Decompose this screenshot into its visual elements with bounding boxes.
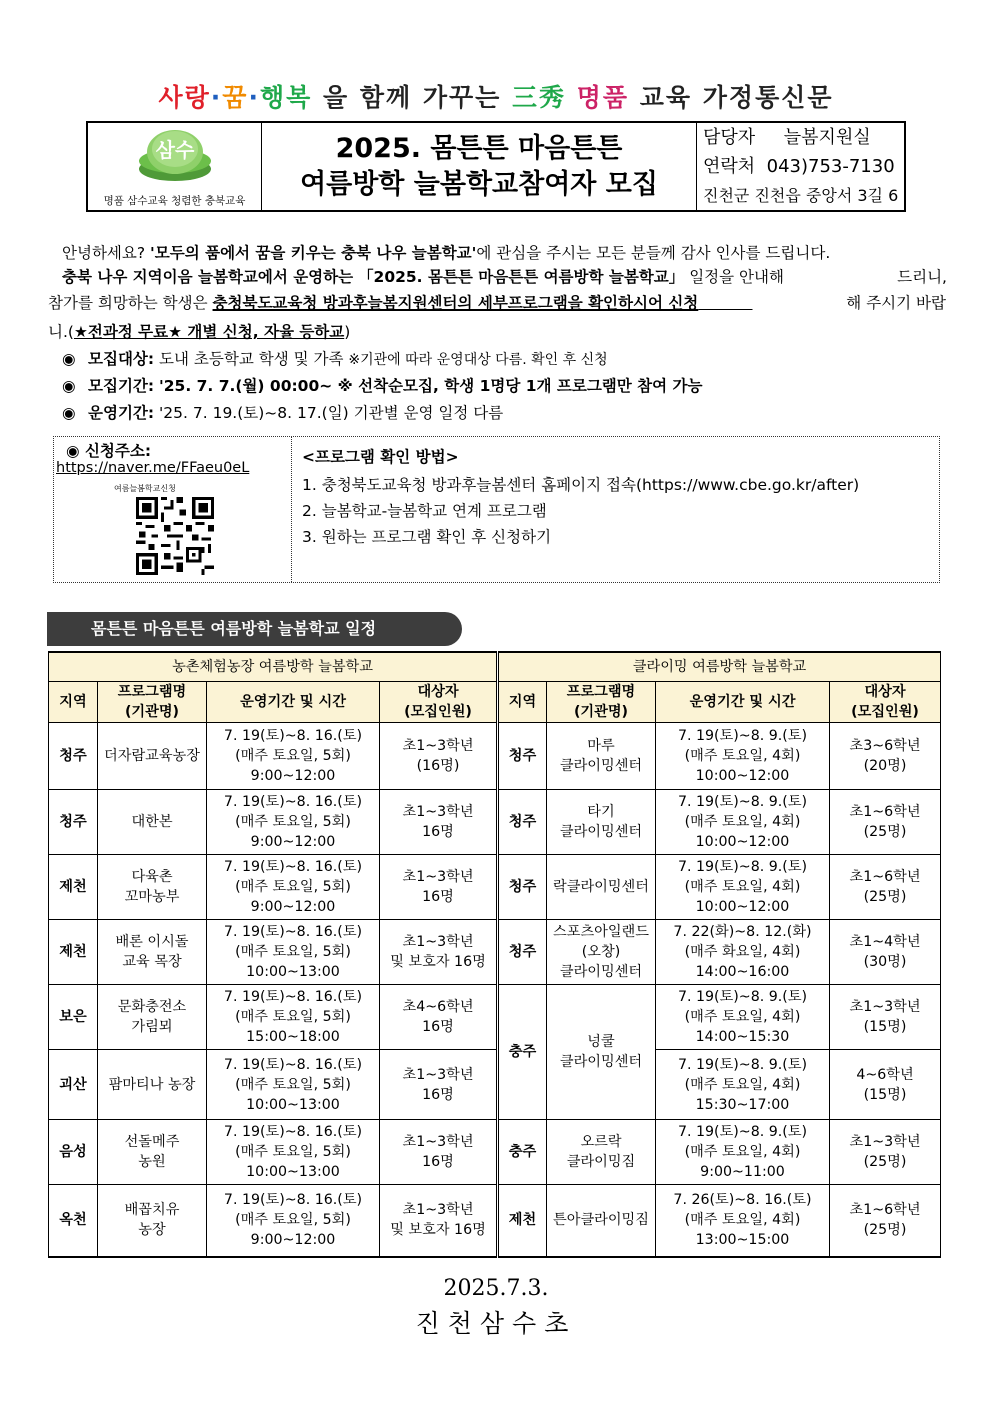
- apply-box: [53, 436, 940, 583]
- svg-text:삼수: 삼수: [155, 138, 195, 162]
- program-cell: 다육촌 꼬마농부: [98, 855, 207, 920]
- col-program: 프로그램명 (기관명): [98, 682, 207, 723]
- contact-address: 진천군 진천읍 중앙서 3길 6: [703, 186, 899, 205]
- target-cell: 초1~3학년 16명: [380, 855, 497, 920]
- target-cell: 초1~3학년 16명: [380, 1120, 497, 1185]
- bullet-icon: ◉: [62, 350, 76, 368]
- climb-header-row: [499, 682, 941, 723]
- program-cell: 마루 클라이밍센터: [547, 723, 656, 790]
- program-cell: 락클라이밍센터: [547, 855, 656, 920]
- bullet-operation: ◉ 운영기간: '25. 7. 19.(토)~8. 17.(일) 기관별 운영 일정 다름: [62, 404, 504, 422]
- slogan-happy: 행복: [259, 83, 313, 112]
- method-step-3: 3. 원하는 프로그램 확인 후 신청하기: [302, 528, 552, 546]
- period-cell: 7. 19(토)~8. 16.(토) (매주 토요일, 5회) 10:00~13:00: [207, 920, 380, 985]
- program-cell: 선돌메주 농원: [98, 1120, 207, 1185]
- program-cell: 대한본: [98, 790, 207, 855]
- target-cell: 초1~4학년 (30명): [830, 920, 941, 985]
- col-period: 운영기간 및 시간: [656, 682, 830, 723]
- region-cell: 청주: [499, 920, 547, 985]
- program-cell: 배론 이시돌 교육 목장: [98, 920, 207, 985]
- farm-rows: [49, 723, 497, 1257]
- program-cell: 스포츠아일랜드 (오창) 클라이밍센터: [547, 920, 656, 985]
- period-cell: 7. 19(토)~8. 16.(토) (매주 토요일, 5회) 15:00~18:00: [207, 985, 380, 1050]
- table-row: [499, 1185, 941, 1257]
- contact-phone: 연락처 043)753-7130: [703, 156, 895, 177]
- period-cell: 7. 19(토)~8. 9.(토) (매주 토요일, 4회) 14:00~15:30: [656, 985, 830, 1050]
- bullet-period: ◉ 모집기간: '25. 7. 7.(월) 00:00~ ※ 선착순모집, 학생 1명당 1개 프로그램만 참여 가능: [62, 377, 703, 395]
- slogan-dream: 꿈: [222, 83, 249, 112]
- target-cell: 초4~6학년 16명: [380, 985, 497, 1050]
- region-cell: 보은: [49, 985, 98, 1050]
- program-cell: 배꼽치유 농장: [98, 1185, 207, 1257]
- period-cell: 7. 19(토)~8. 16.(토) (매주 토요일, 5회) 10:00~13:00: [207, 1050, 380, 1120]
- col-period: 운영기간 및 시간: [207, 682, 380, 723]
- region-cell: 제천: [499, 1185, 547, 1257]
- slogan-end: 교육 가정통신문: [639, 83, 834, 112]
- program-cell: 넝쿨 클라이밍센터: [547, 985, 656, 1120]
- bullet-icon: ◉: [62, 404, 76, 422]
- slogan-sep: ·: [210, 83, 223, 112]
- region-cell: 청주: [499, 855, 547, 920]
- program-cell: 팜마티나 농장: [98, 1050, 207, 1120]
- period-cell: 7. 19(토)~8. 16.(토) (매주 토요일, 5회) 9:00~12:00: [207, 790, 380, 855]
- region-cell: 충주: [499, 1120, 547, 1185]
- table-row: [49, 855, 497, 920]
- slogan-samsu: 三秀: [512, 83, 567, 112]
- period-cell: 7. 19(토)~8. 9.(토) (매주 토요일, 4회) 15:30~17:00: [656, 1050, 830, 1120]
- table-row: [499, 1120, 941, 1185]
- target-cell: 초1~6학년 (25명): [830, 790, 941, 855]
- table-row: [49, 1185, 497, 1257]
- target-cell: 초1~3학년 및 보호자 16명: [380, 1185, 497, 1257]
- program-cell: 타기 클라이밍센터: [547, 790, 656, 855]
- school-logo-icon: [132, 125, 218, 187]
- farm-header-row: [49, 682, 497, 723]
- slogan-sep: ·: [248, 83, 260, 112]
- table-row: [49, 985, 497, 1050]
- intro-line3: 참가를 희망하는 학생은 충청북도교육청 방과후늘봄지원센터의 세부프로그램을 확인하시어 신청 해 주시기 바랍: [48, 294, 946, 312]
- period-cell: 7. 26(토)~8. 16.(토) (매주 토요일, 4회) 13:00~15:00: [656, 1185, 830, 1257]
- target-cell: 초3~6학년 (20명): [830, 723, 941, 790]
- col-target: 대상자 (모집인원): [830, 682, 941, 723]
- contact-info: [697, 122, 906, 211]
- slogan: [0, 78, 992, 114]
- region-cell: 옥천: [49, 1185, 98, 1257]
- apply-left: [54, 437, 292, 582]
- col-region: 지역: [499, 682, 547, 723]
- target-cell: 초1~6학년 (25명): [830, 855, 941, 920]
- intro-line4: 니.(★전과정 무료★ 개별 신청, 자율 등하교): [48, 323, 351, 341]
- region-cell: 청주: [49, 790, 98, 855]
- target-cell: 초1~3학년 16명: [380, 1050, 497, 1120]
- target-cell: 초1~3학년 (25명): [830, 1120, 941, 1185]
- apply-url-link[interactable]: https://naver.me/FFaeu0eL: [56, 460, 250, 476]
- period-cell: 7. 19(토)~8. 9.(토) (매주 토요일, 4회) 10:00~12:00: [656, 790, 830, 855]
- table-row: [49, 723, 497, 790]
- target-cell: 4~6학년 (15명): [830, 1050, 941, 1120]
- period-cell: 7. 19(토)~8. 16.(토) (매주 토요일, 5회) 9:00~12:00: [207, 723, 380, 790]
- method-step-2: 2. 늘봄학교-늘봄학교 연계 프로그램: [302, 502, 547, 520]
- table-row: [499, 985, 941, 1050]
- region-cell: 제천: [49, 920, 98, 985]
- qr-code-icon[interactable]: [136, 497, 214, 575]
- col-program: 프로그램명 (기관명): [547, 682, 656, 723]
- period-cell: 7. 19(토)~8. 16.(토) (매주 토요일, 5회) 9:00~12:00: [207, 855, 380, 920]
- slogan-mid: 을 함께 가꾸는: [322, 83, 502, 112]
- doc-title-line2: 여름방학 늘봄학교참여자 모집: [300, 168, 658, 200]
- apply-label: ◉ 신청주소:: [66, 442, 152, 460]
- doc-title: [262, 122, 697, 211]
- target-cell: 초1~3학년 (16명): [380, 723, 497, 790]
- intro-greeting: 안녕하세요? '모두의 품에서 꿈을 키우는 충북 나우 늘봄학교'에 관심을 주시는 모든 분들께 감사 인사를 드립니다.: [62, 244, 831, 262]
- logo-caption: 명품 삼수교육 청렴한 충북교육: [103, 195, 246, 207]
- qr-caption: 여름늘봄학교신청: [114, 484, 176, 493]
- method-title: <프로그램 확인 방법>: [302, 448, 459, 466]
- climb-caption: 클라이밍 여름방학 늘봄학교: [499, 652, 941, 682]
- intro-line2: 충북 나우 지역이음 늘봄학교에서 운영하는 「2025. 몸튼튼 마음튼튼 여름방학 늘봄학교」 일정을 안내해 드리니,: [62, 268, 947, 286]
- col-region: 지역: [49, 682, 98, 723]
- climb-rows: [499, 723, 941, 1257]
- table-row: [49, 790, 497, 855]
- table-row: [499, 790, 941, 855]
- region-cell: 제천: [49, 855, 98, 920]
- program-cell: 튼아클라이밍짐: [547, 1185, 656, 1257]
- bullet-target: ◉ 모집대상: 도내 초등학교 학생 및 가족 ※기관에 따라 운영대상 다름. 확인 후 신청: [62, 350, 608, 368]
- contact-person: 담당자 늘봄지원실: [703, 127, 871, 148]
- period-cell: 7. 19(토)~8. 9.(토) (매주 토요일, 4회) 10:00~12:00: [656, 723, 830, 790]
- region-cell: 청주: [499, 723, 547, 790]
- doc-title-line1: 2025. 몸튼튼 마음튼튼: [335, 132, 623, 164]
- program-cell: 문화충전소 가림뫼: [98, 985, 207, 1050]
- slogan-premium: 명품: [576, 83, 630, 112]
- period-cell: 7. 22(화)~8. 12.(화) (매주 화요일, 4회) 14:00~16:00: [656, 920, 830, 985]
- region-cell: 청주: [49, 723, 98, 790]
- col-target: 대상자 (모집인원): [380, 682, 497, 723]
- region-cell: 청주: [499, 790, 547, 855]
- period-cell: 7. 19(토)~8. 9.(토) (매주 토요일, 4회) 10:00~12:00: [656, 855, 830, 920]
- table-row: [49, 1120, 497, 1185]
- farm-schedule-table: [48, 651, 497, 1258]
- target-cell: 초1~6학년 (25명): [830, 1185, 941, 1257]
- table-row: [499, 920, 941, 985]
- issue-date: 2025.7.3.: [443, 1276, 549, 1301]
- program-cell: 더자람교육농장: [98, 723, 207, 790]
- logo-cell: [87, 122, 262, 211]
- period-cell: 7. 19(토)~8. 16.(토) (매주 토요일, 5회) 10:00~13:00: [207, 1120, 380, 1185]
- bullet-icon: ◉: [62, 377, 76, 395]
- header-table: [86, 121, 906, 212]
- target-cell: 초1~3학년 및 보호자 16명: [380, 920, 497, 985]
- climb-schedule-table: [498, 651, 941, 1258]
- region-cell: 괴산: [49, 1050, 98, 1120]
- target-cell: 초1~3학년 16명: [380, 790, 497, 855]
- period-cell: 7. 19(토)~8. 16.(토) (매주 토요일, 5회) 9:00~12:00: [207, 1185, 380, 1257]
- table-row: [499, 855, 941, 920]
- school-name: 진천삼수초: [415, 1309, 577, 1338]
- program-cell: 오르락 클라이밍짐: [547, 1120, 656, 1185]
- bullet-icon: ◉: [66, 442, 80, 460]
- period-cell: 7. 19(토)~8. 9.(토) (매주 토요일, 4회) 9:00~11:00: [656, 1120, 830, 1185]
- target-cell: 초1~3학년 (15명): [830, 985, 941, 1050]
- table-row: [49, 920, 497, 985]
- farm-caption: 농촌체험농장 여름방학 늘봄학교: [49, 652, 497, 682]
- section-title: 몸튼튼 마음튼튼 여름방학 늘봄학교 일정: [47, 612, 462, 646]
- region-cell: 음성: [49, 1120, 98, 1185]
- table-row: [49, 1050, 497, 1120]
- slogan-love: 사랑: [158, 83, 211, 112]
- method-step-1: 1. 충청북도교육청 방과후늘봄센터 홈페이지 접속(https://www.cbe.go.kr/after): [302, 476, 860, 494]
- table-row: [499, 723, 941, 790]
- region-cell: 충주: [499, 985, 547, 1120]
